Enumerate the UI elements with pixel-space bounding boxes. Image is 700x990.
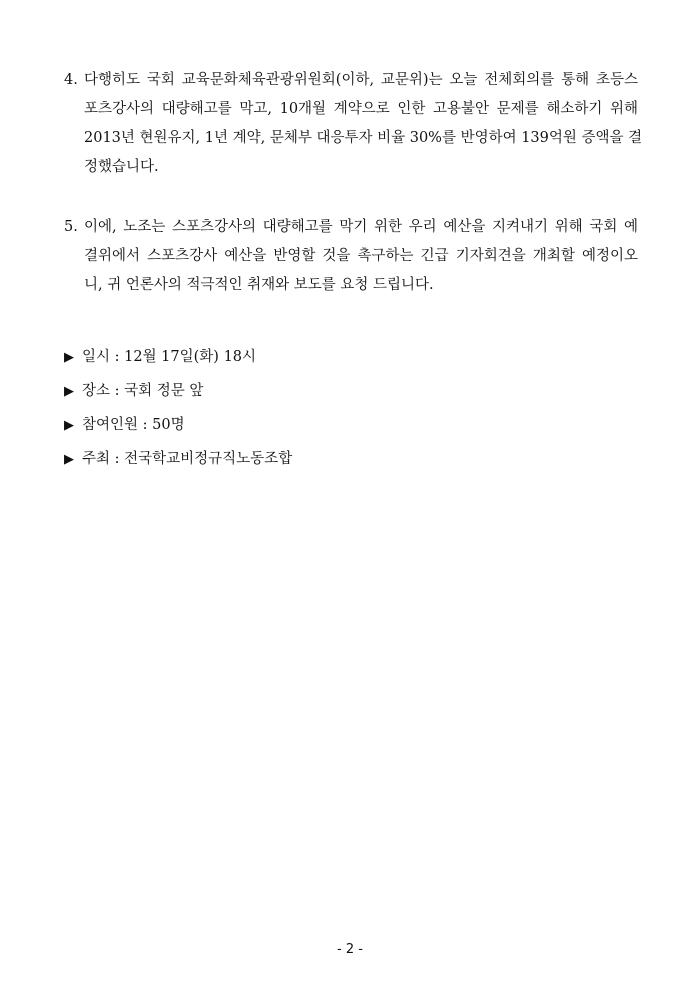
paragraph-line: 결위에서 스포츠강사 예산을 반영할 것을 촉구하는 긴급 기자회견을 개최할 예정이오 [84,248,638,264]
event-details-list [64,340,624,476]
paragraph-5 [64,213,638,300]
detail-text: 장소 : 국회 정문 앞 [82,383,204,399]
triangle-bullet-icon: ▶ [64,350,74,365]
paragraph-number: 4. [64,72,78,88]
detail-text: 주최 : 전국학교비정규직노동조합 [82,451,293,467]
detail-text: 참여인원 : 50명 [82,417,185,433]
paragraph-body [84,66,643,182]
triangle-bullet-icon: ▶ [64,452,74,467]
paragraph-line: 포츠강사의 대량해고를 막고, 10개월 계약으로 인한 고용불안 문제를 해소하기 위해 [84,101,638,117]
paragraph-line: 니, 귀 언론사의 적극적인 취재와 보도를 요청 드립니다. [84,277,434,293]
detail-item-date [64,340,624,374]
triangle-bullet-icon: ▶ [64,418,74,433]
detail-item-participants [64,408,624,442]
paragraph-line: 다행히도 국회 교육문화체육관광위원회(이하, 교문위)는 오늘 전체회의를 통해 초등스 [84,72,638,88]
page-number: - 2 - [337,942,363,957]
triangle-bullet-icon: ▶ [64,384,74,399]
detail-item-organizer [64,442,624,476]
paragraph-4 [64,66,643,182]
paragraph-line: 이에, 노조는 스포츠강사의 대량해고를 막기 위한 우리 예산을 지켜내기 위해 국회 예 [84,219,638,235]
detail-text: 일시 : 12월 17일(화) 18시 [82,349,257,365]
detail-item-location [64,374,624,408]
paragraph-line: 2013년 현원유지, 1년 계약, 문체부 대응투자 비율 30%를 반영하여 139억원 증액을 결 [84,130,643,146]
paragraph-line: 정했습니다. [84,159,159,175]
paragraph-number: 5. [64,219,78,235]
paragraph-body [84,213,638,300]
